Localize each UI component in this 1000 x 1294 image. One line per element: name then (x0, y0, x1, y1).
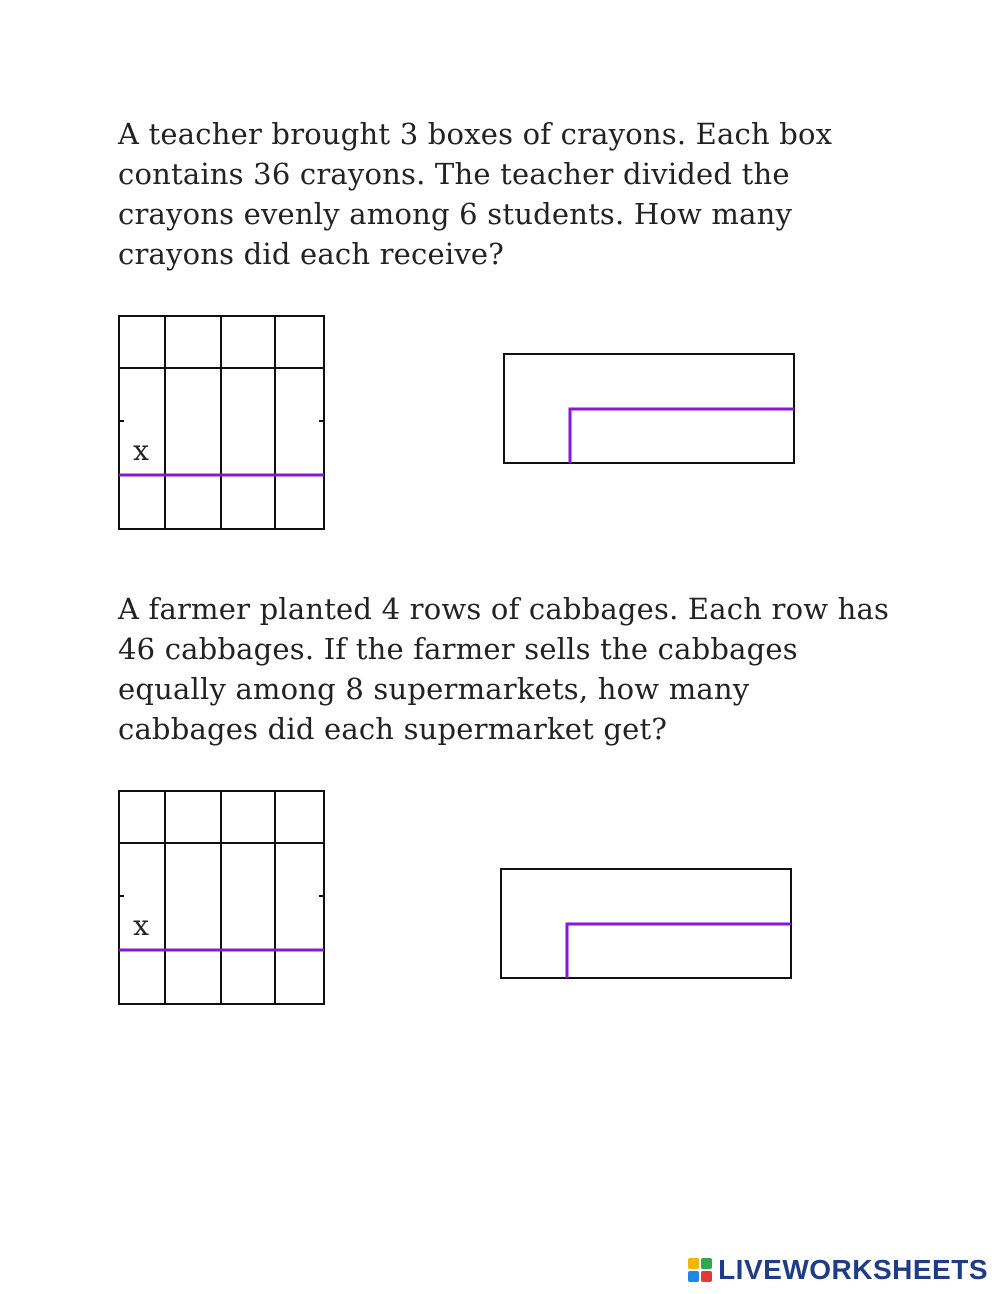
multiply-symbol: x (133, 909, 149, 942)
quotient-input-2[interactable] (570, 872, 790, 922)
grid-2-cell-r4-c2[interactable] (167, 953, 223, 1005)
liveworksheets-mark-icon (688, 1258, 712, 1282)
grid-2-cell-r4-c4[interactable] (277, 953, 327, 1005)
grid-2-cell-r3-c4[interactable] (277, 898, 327, 950)
grid-1-cell-r3-c3[interactable] (223, 423, 277, 475)
grid-2-cell-r3-c3[interactable] (223, 898, 277, 950)
multiplication-grid-1 (118, 315, 325, 530)
grid-1-cell-r4-c2[interactable] (167, 478, 223, 530)
problem-2-text: A farmer planted 4 rows of cabbages. Each row has 46 cabbages. If the farmer sells the cabbages equally among 8 supermarkets, how many cabbages did each supermarket get? (118, 592, 890, 746)
grid-2-cell-r1-c2[interactable] (167, 793, 223, 843)
grid-1-cell-r1-c3[interactable] (223, 318, 277, 368)
mark-square (701, 1258, 712, 1269)
divisor-input-2[interactable] (504, 928, 568, 976)
long-division-box-1 (503, 353, 795, 464)
grid-1-cell-r3-c4[interactable] (277, 423, 327, 475)
grid-2-cell-r1-c3[interactable] (223, 793, 277, 843)
multiplication-grid-2 (118, 790, 325, 1005)
liveworksheets-logo (688, 1253, 988, 1287)
grid-1-cell-r1-c2[interactable] (167, 318, 223, 368)
multiply-symbol: x (133, 434, 149, 467)
grid-1-cell-r1-c4[interactable] (277, 318, 327, 368)
mark-square (688, 1258, 699, 1269)
problem-1-text: A teacher brought 3 boxes of crayons. Each box contains 36 crayons. The teacher divided the crayons evenly among 6 students. How many crayons did each receive? (118, 117, 833, 271)
long-division-box-2 (500, 868, 792, 979)
dividend-input-2[interactable] (572, 928, 790, 976)
dividend-input-1[interactable] (575, 413, 793, 461)
grid-1-cell-r4-c4[interactable] (277, 478, 327, 530)
mark-square (701, 1271, 712, 1282)
grid-1-cell-r4-c3[interactable] (223, 478, 277, 530)
divisor-input-1[interactable] (507, 413, 571, 461)
grid-2-cell-r4-c3[interactable] (223, 953, 277, 1005)
grid-2-cell-r1-c4[interactable] (277, 793, 327, 843)
quotient-input-1[interactable] (573, 357, 793, 407)
mark-square (688, 1271, 699, 1282)
brand-name: LIVEWORKSHEETS (718, 1254, 988, 1285)
